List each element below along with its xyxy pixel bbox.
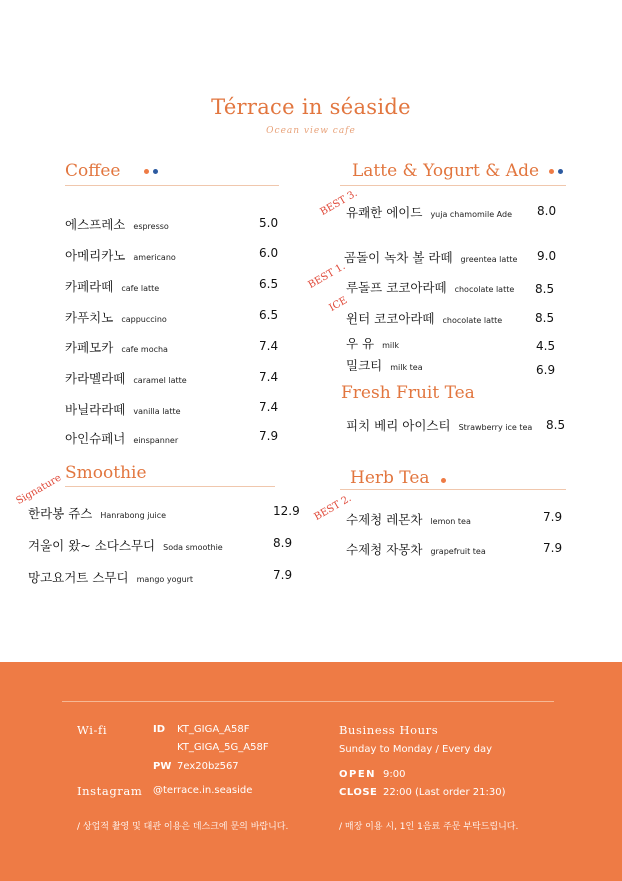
- wifi-label: Wi-fi: [77, 723, 108, 737]
- menu-price: 8.5: [546, 418, 566, 432]
- signature-tag: Signature: [14, 472, 64, 507]
- section-title-fruit-tea: Fresh Fruit Tea: [341, 383, 475, 403]
- menu-item: 카라멜라떼 caramel latte: [65, 371, 187, 386]
- menu-price: 6.9: [536, 363, 556, 377]
- menu-price: 6.5: [259, 277, 279, 291]
- menu-item: 카페라떼 cafe latte: [65, 279, 160, 294]
- menu-price: 6.0: [259, 246, 279, 260]
- close-label: CLOSE: [339, 787, 378, 798]
- menu-price: 4.5: [536, 339, 556, 353]
- menu-item: 한라봉 쥬스 Hanrabong juice: [28, 506, 167, 521]
- menu-price: 12.9: [273, 504, 300, 518]
- menu-price: 7.4: [259, 370, 279, 384]
- notice-right: / 매장 이용 시, 1인 1음료 주문 부탁드립니다.: [339, 822, 519, 832]
- instagram-label: Instagram: [77, 784, 143, 798]
- section-title-coffee: Coffee: [65, 161, 121, 181]
- wifi-id-2: KT_GIGA_5G_A58F: [177, 742, 269, 753]
- business-hours-label: Business Hours: [339, 723, 439, 737]
- divider: [65, 185, 279, 186]
- divider: [62, 701, 554, 702]
- divider: [340, 489, 566, 490]
- brand-tagline: Ocean view cafe: [266, 126, 356, 136]
- menu-price: 5.0: [259, 216, 279, 230]
- menu-item: 피치 베리 아이스티 Strawberry ice tea: [346, 418, 533, 433]
- notice-left: / 상업적 촬영 및 대관 이용은 데스크에 문의 바랍니다.: [77, 822, 289, 832]
- menu-price: 7.9: [259, 429, 279, 443]
- section-title-smoothie: Smoothie: [65, 463, 147, 483]
- menu-price: 8.0: [537, 204, 557, 218]
- menu-price: 7.9: [543, 510, 563, 524]
- menu-price: 8.5: [535, 311, 555, 325]
- ice-tag: ICE: [327, 295, 350, 314]
- menu-item: 윈터 코코아라떼 chocolate latte: [346, 311, 503, 326]
- section-title-herb-tea: Herb Tea: [350, 468, 430, 488]
- menu-price: 7.4: [259, 400, 279, 414]
- wifi-id-1: KT_GIGA_A58F: [177, 724, 250, 735]
- divider: [65, 486, 275, 487]
- menu-price: 6.5: [259, 308, 279, 322]
- menu-price: 7.9: [543, 541, 563, 555]
- menu-item: 에스프레소 espresso: [65, 217, 169, 232]
- dot-icon: [558, 169, 563, 174]
- menu-item: 망고요거트 스무디 mango yogurt: [28, 570, 194, 585]
- menu-item: 곰돌이 녹차 볼 라떼 greentea latte: [344, 250, 518, 265]
- divider: [340, 185, 566, 186]
- info-footer: [0, 662, 622, 881]
- business-days: Sunday to Monday / Every day: [339, 744, 493, 755]
- menu-price: 7.9: [273, 568, 293, 582]
- brand-title: Térrace in séaside: [211, 95, 411, 119]
- menu-item: 수제청 레몬차 lemon tea: [346, 512, 471, 527]
- section-title-latte: Latte & Yogurt & Ade: [352, 161, 540, 181]
- menu-item: 수제청 자몽차 grapefruit tea: [346, 542, 486, 557]
- dot-icon: [441, 478, 446, 483]
- close-time: 22:00 (Last order 21:30): [383, 787, 506, 798]
- menu-price: 8.9: [273, 536, 293, 550]
- wifi-pw-label: PW: [153, 761, 172, 772]
- open-time: 9:00: [383, 769, 406, 780]
- menu-item: 카푸치노 cappuccino: [65, 310, 167, 325]
- menu-price: 9.0: [537, 249, 557, 263]
- menu-price: 7.4: [259, 339, 279, 353]
- best3-tag: BEST 3.: [318, 188, 360, 218]
- menu-price: 8.5: [535, 282, 555, 296]
- menu-item: 카페모카 cafe mocha: [65, 340, 168, 355]
- dot-icon: [144, 169, 149, 174]
- open-label: OPEN: [339, 769, 377, 780]
- best2-tag: BEST 2.: [312, 493, 354, 523]
- menu-item: 바닐라라떼 vanilla latte: [65, 402, 181, 417]
- instagram-handle: @terrace.in.seaside: [153, 785, 253, 796]
- wifi-password: 7ex20bz567: [177, 761, 239, 772]
- menu-item: 우 유 milk: [346, 336, 399, 351]
- wifi-id-label: ID: [153, 724, 166, 735]
- menu-item: 아메리카노 americano: [65, 248, 176, 263]
- menu-item: 겨울이 왔~ 소다스무디 Soda smoothie: [28, 538, 223, 553]
- dot-icon: [153, 169, 158, 174]
- menu-item: 밀크티 milk tea: [346, 358, 423, 373]
- dot-icon: [549, 169, 554, 174]
- best1-tag: BEST 1.: [306, 261, 348, 291]
- menu-item: 유쾌한 에이드 yuja chamomile Ade: [346, 205, 513, 220]
- menu-item: 아인슈페너 einspanner: [65, 431, 179, 446]
- menu-item: 루돌프 코코아라떼 chocolate latte: [346, 280, 515, 295]
